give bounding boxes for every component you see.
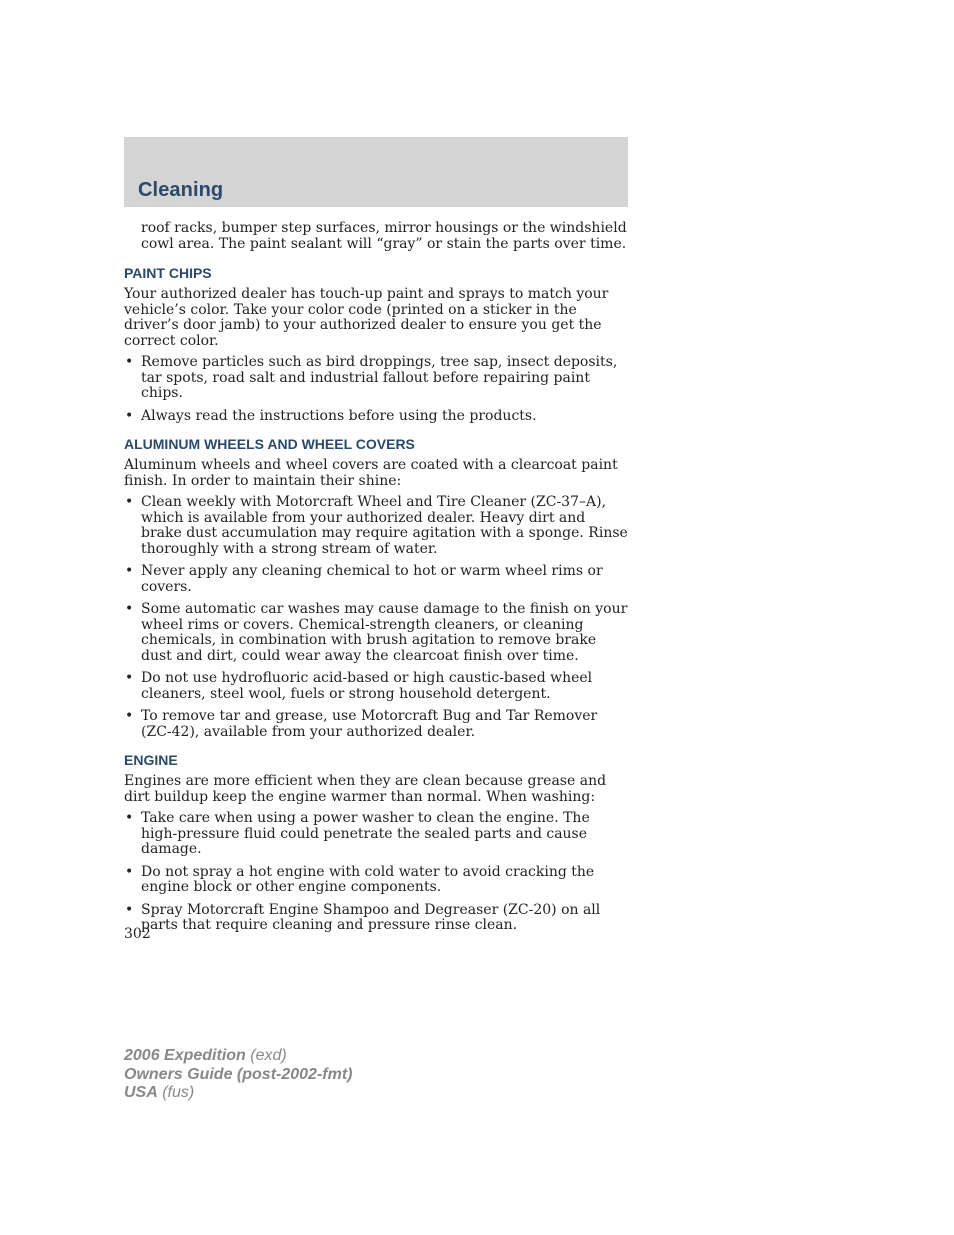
bullet-icon: • (125, 494, 134, 510)
continuation-text: roof racks, bumper step surfaces, mirror housings or the windshield cowl area. The paint sealant will “gray” or stain the parts over time. (141, 220, 627, 252)
bullet-icon: • (125, 354, 134, 370)
list-item-text: Remove particles such as bird droppings, tree sap, insect deposits, tar spots, road salt and industrial fallout before repairing paint chips. (141, 354, 618, 401)
footer-guide: Owners Guide (post-2002-fmt) (124, 1065, 353, 1083)
section-intro: Engines are more efficient when they are clean because grease and dirt buildup keep the engine warmer than normal. When washing: (124, 773, 607, 805)
bullet-icon: • (125, 407, 134, 424)
section-intro: Your authorized dealer has touch-up paint and sprays to match your vehicle’s color. Take your color code (printed on a sticker in the driver’s door jamb) to your authorized dealer to ensure you get the correct color. (124, 286, 609, 349)
section-heading-paint-chips: PAINT CHIPS (124, 265, 212, 281)
section-intro: Aluminum wheels and wheel covers are coated with a clearcoat paint finish. In order to maintain their shine: (124, 457, 618, 489)
footer (124, 1047, 352, 1103)
list-item (124, 602, 630, 664)
list-item (124, 903, 630, 934)
bullet-icon: • (125, 810, 134, 826)
list-item-text: Clean weekly with Motorcraft Wheel and Tire Cleaner (ZC-37–A), which is available from your authorized dealer. Heavy dirt and brake dust accumulation may require agitation with a sponge. Rinse thoroughly with a strong stream of water. (141, 494, 628, 557)
list-item (124, 811, 630, 858)
section-heading-engine: ENGINE (124, 752, 178, 768)
footer-line-3 (124, 1084, 352, 1103)
list-item-text: Take care when using a power washer to clean the engine. The high-pressure fluid could penetrate the sealed parts and cause damage. (141, 810, 590, 857)
list-item (124, 709, 630, 740)
list-item (124, 564, 630, 595)
bullet-icon: • (125, 863, 134, 880)
list-item-text: Spray Motorcraft Engine Shampoo and Degreaser (ZC-20) on all parts that require cleaning and pressure rinse clean. (141, 901, 601, 933)
list-item (124, 409, 630, 425)
footer-line-1 (124, 1047, 352, 1066)
list-item-text: Do not spray a hot engine with cold water to avoid cracking the engine block or other engine components. (141, 863, 595, 895)
bullet-icon: • (125, 601, 134, 617)
footer-line-2 (124, 1066, 352, 1085)
section-heading-aluminum-wheels: ALUMINUM WHEELS AND WHEEL COVERS (124, 436, 415, 452)
bullet-icon: • (125, 563, 134, 579)
footer-market-code: (fus) (157, 1084, 195, 1101)
bullet-icon: • (125, 708, 134, 724)
bullet-list (124, 355, 630, 424)
list-item (124, 671, 630, 702)
list-item-text: Always read the instructions before using the products. (141, 407, 537, 424)
list-item-text: Do not use hydrofluoric acid-based or high caustic-based wheel cleaners, steel wool, fuels or strong household detergent. (141, 670, 593, 702)
list-item (124, 495, 630, 557)
list-item-text: To remove tar and grease, use Motorcraft Bug and Tar Remover (ZC-42), available from your authorized dealer. (141, 708, 598, 740)
bullet-icon: • (125, 901, 134, 918)
list-item-text: Never apply any cleaning chemical to hot or warm wheel rims or covers. (141, 563, 603, 595)
list-item-text: Some automatic car washes may cause damage to the finish on your wheel rims or covers. Chemical-strength cleaners, or cleaning chemicals, in combination with brush agitation to remove brake dust and dirt, could wear away the clearcoat finish over time. (141, 601, 628, 664)
page-content (124, 221, 630, 946)
header-band (124, 137, 628, 207)
page-title: Cleaning (138, 179, 224, 201)
page-number: 302 (124, 926, 151, 942)
bullet-icon: • (125, 670, 134, 686)
bullet-list (124, 811, 630, 934)
footer-model: 2006 Expedition (124, 1047, 246, 1064)
footer-market: USA (124, 1084, 158, 1101)
bullet-list (124, 495, 630, 740)
footer-model-code: (exd) (245, 1047, 287, 1064)
list-item (124, 355, 630, 402)
list-item (124, 865, 630, 896)
